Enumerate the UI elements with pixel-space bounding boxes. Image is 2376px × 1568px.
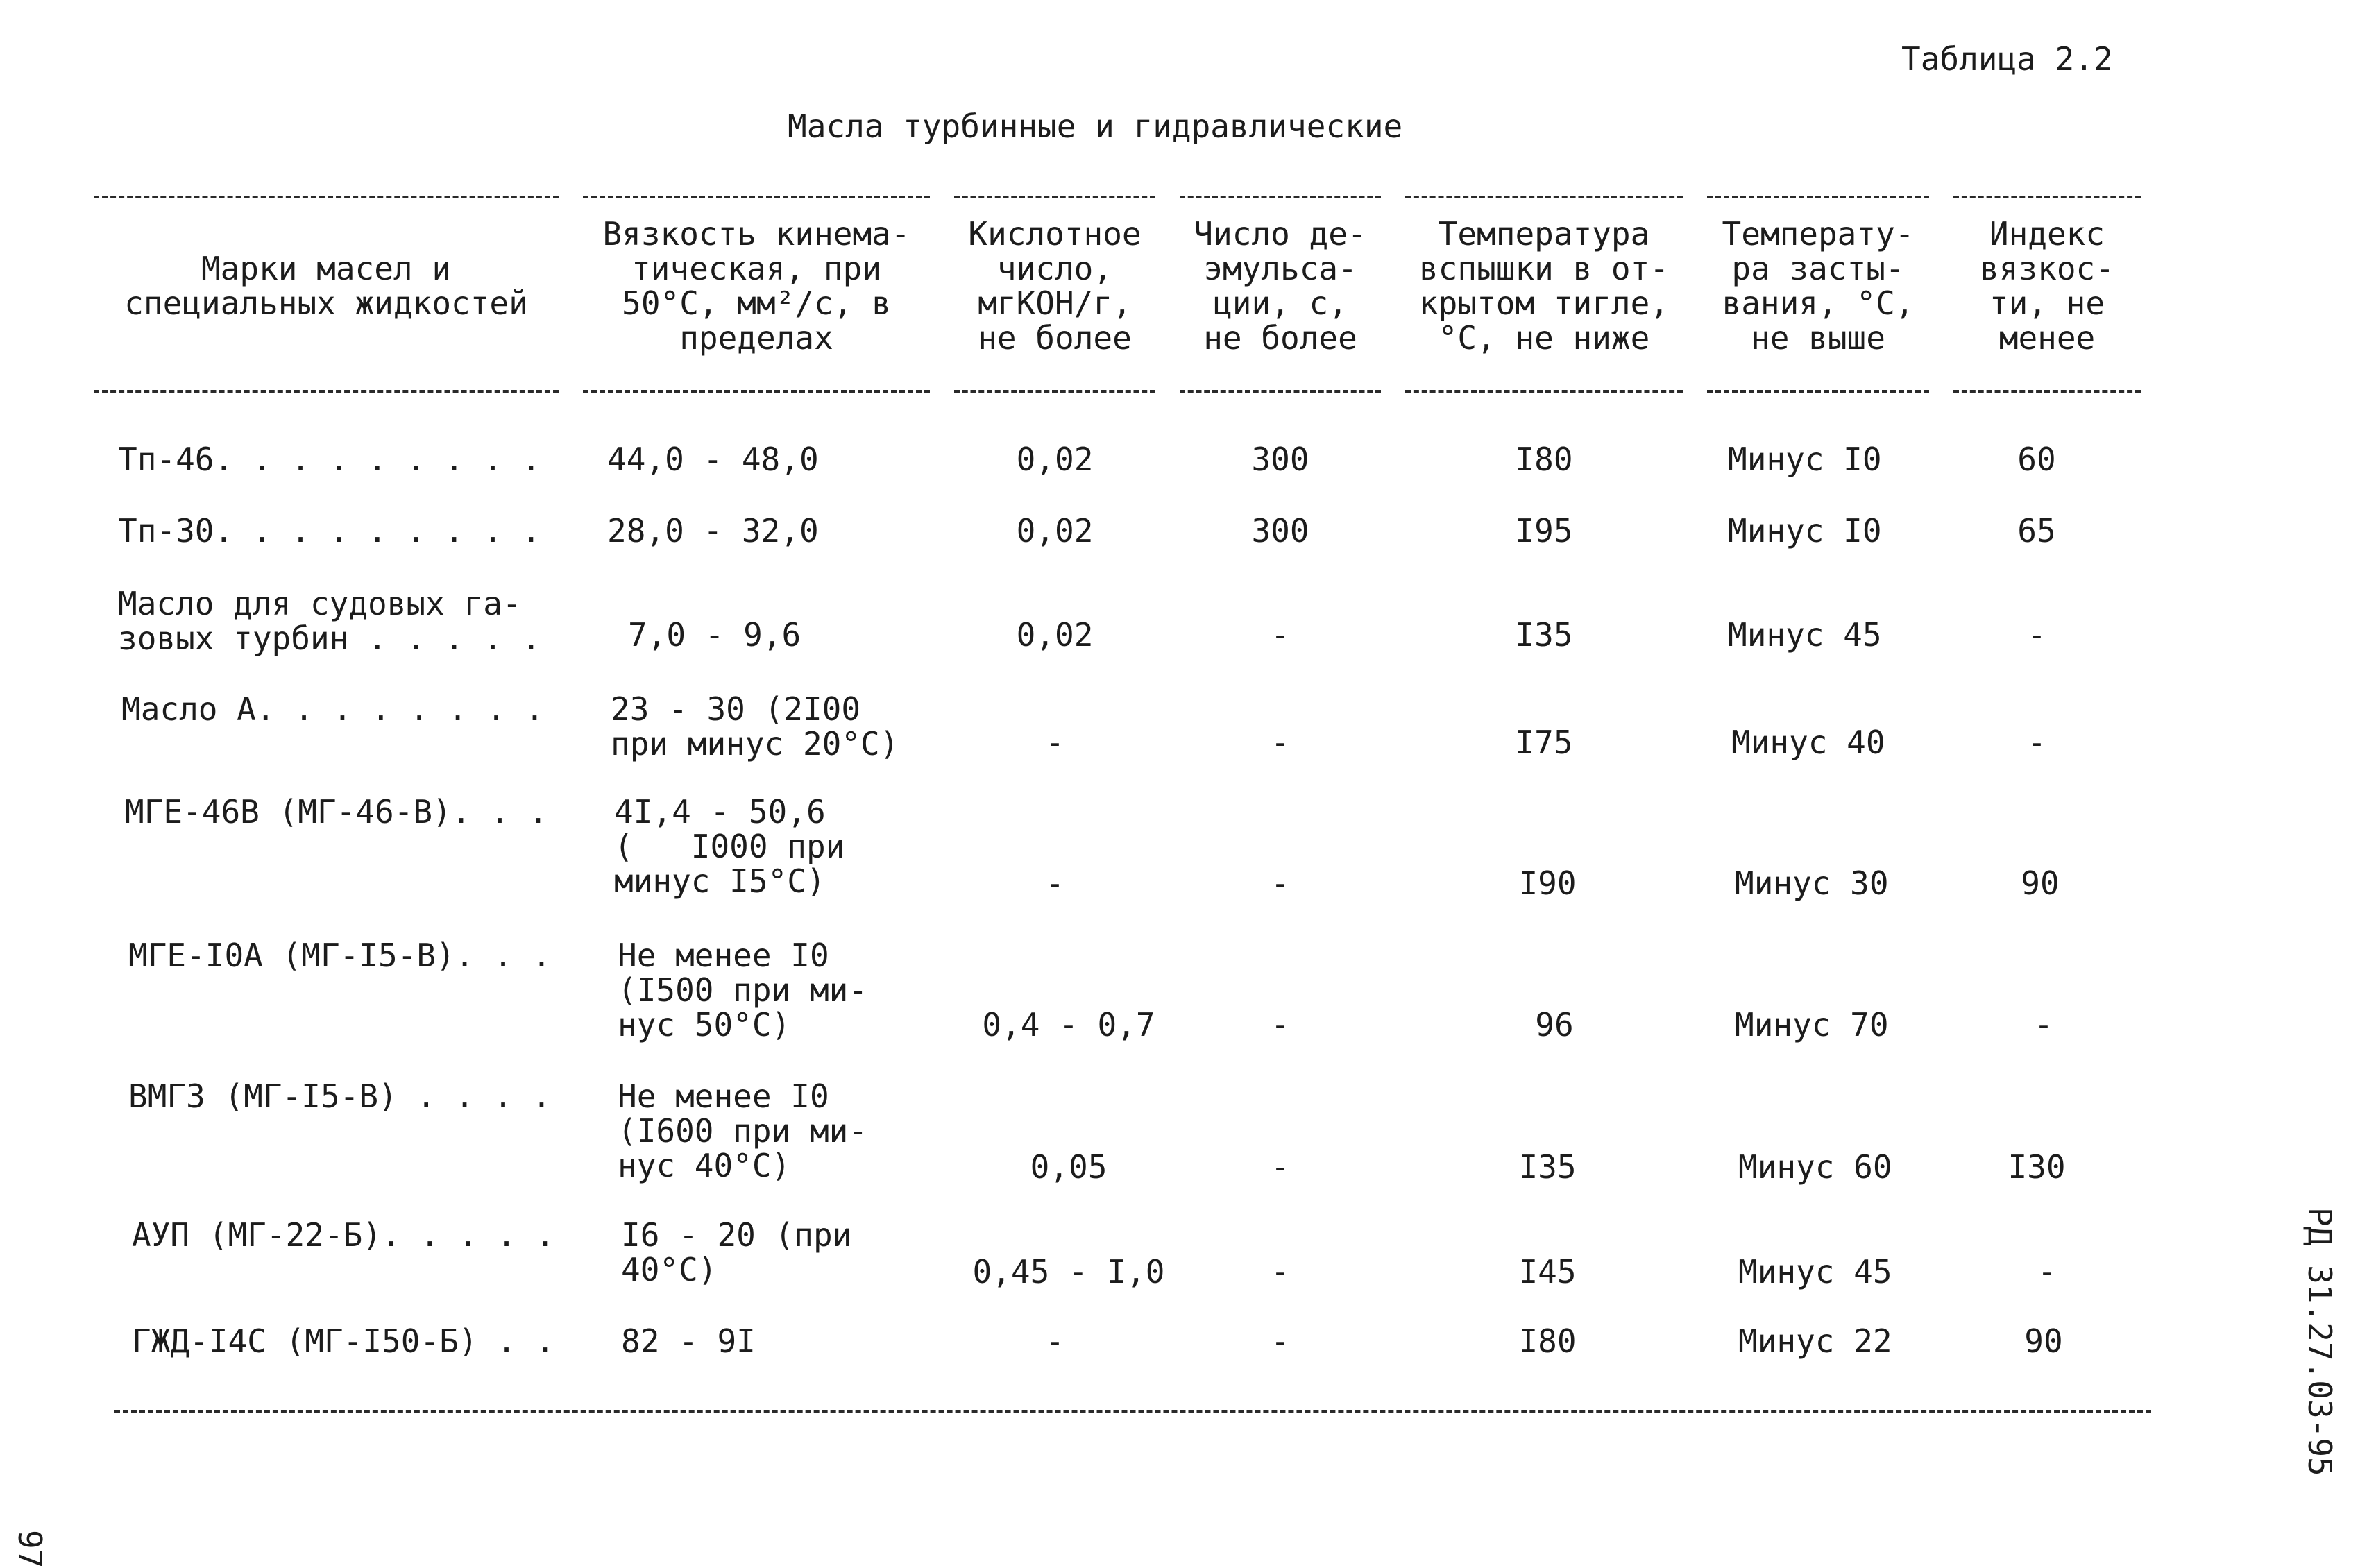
cell-demulsification: - (1271, 1322, 1290, 1360)
cell-demulsification: - (1271, 616, 1290, 654)
cell-viscosity: 23 - 30 (2I00 при минус 20°С) (611, 690, 899, 762)
header-bottom-rule (1953, 390, 2141, 393)
cell-viscosity: 44,0 - 48,0 (607, 441, 819, 478)
cell-viscosity: I6 - 20 (при 40°С) (621, 1216, 852, 1288)
header-viscosity: Вязкость кинема- тическая, при 50°С, мм²/с, в пределах (602, 215, 910, 357)
header-top-rule (1953, 196, 2141, 198)
cell-pour-point: Минус 40 (1731, 724, 1885, 761)
cell-acid: 0,02 (1016, 512, 1094, 549)
cell-flash-point: 96 (1535, 1006, 1574, 1043)
table-label: Таблица 2.2 (1901, 40, 2113, 78)
cell-viscosity: Не менее I0 (I500 при ми- нус 50°С) (618, 937, 868, 1043)
cell-brand: АУП (МГ-22-Б). . . . . (132, 1216, 555, 1254)
header-bottom-rule (1405, 390, 1683, 393)
header-bottom-rule (954, 390, 1155, 393)
cell-viscosity-index: I30 (2008, 1148, 2066, 1186)
cell-flash-point: I90 (1518, 864, 1577, 902)
cell-acid: 0,4 - 0,7 (982, 1006, 1155, 1043)
cell-acid: 0,05 (1030, 1148, 1108, 1186)
cell-brand: Тп-46. . . . . . . . . (118, 441, 541, 478)
header-pour-point: Температу- ра засты- вания, °С, не выше (1722, 215, 1915, 357)
header-acid: Кислотное число, мгКОН/г, не более (968, 215, 1142, 357)
cell-viscosity: 82 - 9I (621, 1322, 756, 1360)
cell-acid: - (1045, 1322, 1064, 1360)
cell-flash-point: I35 (1515, 616, 1573, 654)
cell-brand: Масло для судовых га- зовых турбин . . . . . (118, 585, 541, 657)
cell-demulsification: - (1271, 1148, 1290, 1186)
cell-acid: 0,02 (1016, 441, 1094, 478)
cell-demulsification: - (1271, 724, 1290, 761)
header-demulsification: Число де- эмульса- ции, с, не более (1194, 215, 1367, 357)
cell-pour-point: Минус 45 (1728, 616, 1882, 654)
cell-flash-point: I80 (1518, 1322, 1577, 1360)
header-bottom-rule (1180, 390, 1381, 393)
cell-pour-point: Минус 60 (1738, 1148, 1892, 1186)
header-top-rule (583, 196, 930, 198)
header-bottom-rule (94, 390, 559, 393)
cell-acid: 0,02 (1016, 616, 1094, 654)
cell-pour-point: Минус 70 (1735, 1006, 1889, 1043)
header-brand: Марки масел и специальных жидкостей (124, 250, 528, 322)
header-top-rule (1180, 196, 1381, 198)
cell-viscosity-index: - (2034, 1006, 2053, 1043)
cell-pour-point: Минус 22 (1738, 1322, 1892, 1360)
cell-flash-point: I80 (1515, 441, 1573, 478)
cell-viscosity: Не менее I0 (I600 при ми- нус 40°С) (618, 1077, 868, 1184)
cell-demulsification: - (1271, 864, 1290, 902)
header-bottom-rule (1707, 390, 1929, 393)
cell-pour-point: Минус I0 (1728, 441, 1882, 478)
cell-viscosity-index: - (2027, 724, 2046, 761)
page-number: 97 (11, 1530, 49, 1568)
cell-viscosity-index: 65 (2017, 512, 2056, 549)
cell-viscosity: 7,0 - 9,6 (628, 616, 801, 654)
cell-brand: Тп-30. . . . . . . . . (118, 512, 541, 549)
cell-brand: ГЖД-I4С (МГ-I50-Б) . . (132, 1322, 555, 1360)
cell-viscosity-index: - (2027, 616, 2046, 654)
cell-demulsification: 300 (1251, 441, 1309, 478)
cell-flash-point: I95 (1515, 512, 1573, 549)
header-flash-point: Температура вспышки в от- крытом тигле, °С, не ниже (1418, 215, 1670, 357)
header-top-rule (1707, 196, 1929, 198)
cell-flash-point: I75 (1515, 724, 1573, 761)
header-top-rule (954, 196, 1155, 198)
cell-demulsification: - (1271, 1253, 1290, 1290)
header-bottom-rule (583, 390, 930, 393)
cell-brand: Масло А. . . . . . . . (121, 690, 545, 728)
cell-acid: - (1045, 864, 1064, 902)
table-bottom-rule (114, 1410, 2151, 1413)
page-title: Масла турбинные и гидравлические (788, 108, 1403, 145)
cell-flash-point: I45 (1518, 1253, 1577, 1290)
cell-flash-point: I35 (1518, 1148, 1577, 1186)
cell-viscosity-index: 90 (2021, 864, 2060, 902)
cell-pour-point: Минус 45 (1738, 1253, 1892, 1290)
header-top-rule (1405, 196, 1683, 198)
cell-pour-point: Минус I0 (1728, 512, 1882, 549)
document-code: РД 31.27.03-95 (2301, 1207, 2339, 1476)
cell-viscosity-index: 90 (2024, 1322, 2063, 1360)
cell-brand: МГЕ-I0А (МГ-I5-В). . . (128, 937, 552, 974)
cell-pour-point: Минус 30 (1735, 864, 1889, 902)
cell-acid: - (1045, 724, 1064, 761)
header-top-rule (94, 196, 559, 198)
cell-demulsification: - (1271, 1006, 1290, 1043)
cell-viscosity-index: - (2037, 1253, 2057, 1290)
cell-viscosity: 4I,4 - 50,6 ( I000 при минус I5°С) (614, 793, 845, 900)
cell-viscosity: 28,0 - 32,0 (607, 512, 819, 549)
cell-demulsification: 300 (1251, 512, 1309, 549)
cell-acid: 0,45 - I,0 (972, 1253, 1165, 1290)
cell-brand: ВМГЗ (МГ-I5-В) . . . . (128, 1077, 552, 1115)
header-viscosity-index: Индекс вязкос- ти, не менее (1980, 215, 2114, 357)
cell-brand: МГЕ-46В (МГ-46-В). . . (125, 793, 548, 830)
cell-viscosity-index: 60 (2017, 441, 2056, 478)
